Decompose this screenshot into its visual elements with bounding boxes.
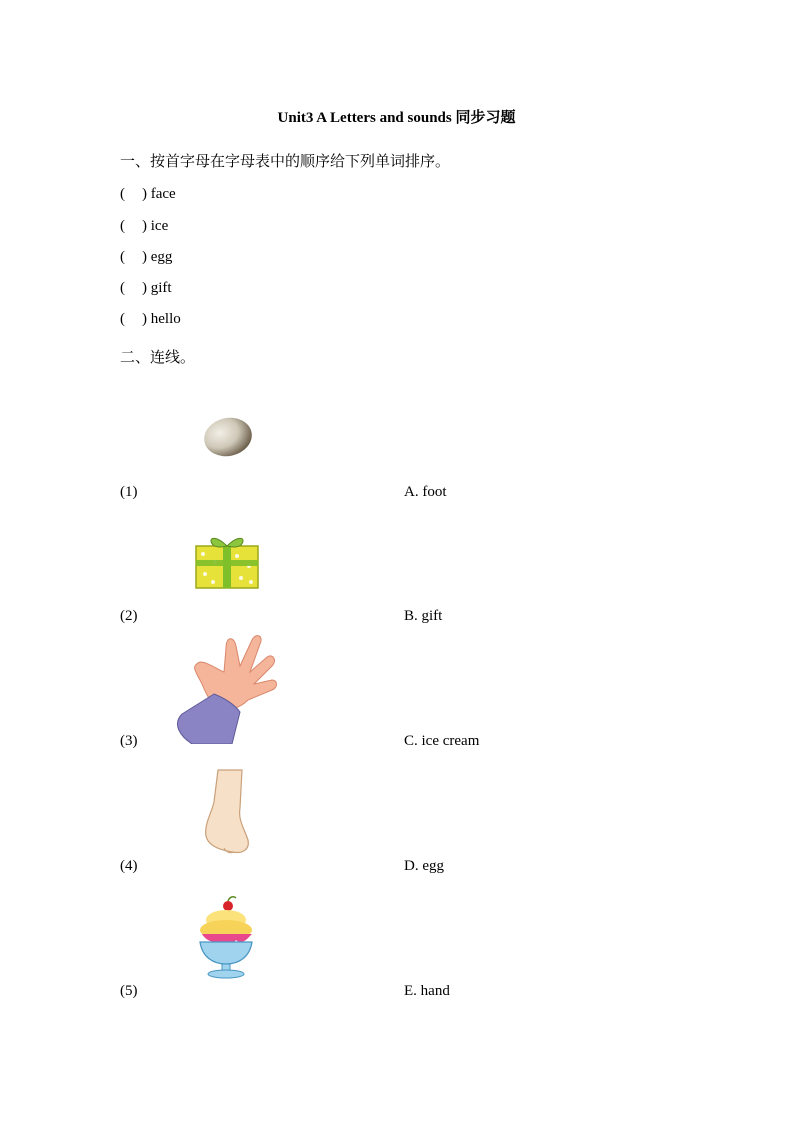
match-number-5: (5) xyxy=(120,983,138,999)
section-2-heading: 二、连线。 xyxy=(120,348,196,366)
match-option-d: D. egg xyxy=(404,858,444,874)
match-number-1: (1) xyxy=(120,484,138,500)
match-option-b: B. gift xyxy=(404,608,443,624)
sort-item-2: ( ) ice xyxy=(120,218,169,234)
foot-image xyxy=(200,768,252,856)
sort-word: gift xyxy=(150,280,172,296)
gift-image xyxy=(193,532,261,590)
section-1-heading: 一、按首字母在字母表中的顺序给下列单词排序。 xyxy=(120,152,451,170)
ice-cream-image xyxy=(194,894,258,980)
match-number-3: (3) xyxy=(120,733,138,749)
sort-item-5: ( ) hello xyxy=(120,311,181,327)
match-number-4: (4) xyxy=(120,858,138,874)
sort-item-3: ( ) egg xyxy=(120,249,173,265)
sort-word: ice xyxy=(150,218,169,234)
match-option-e: E. hand xyxy=(404,983,450,999)
hand-image xyxy=(168,628,280,744)
sort-word: face xyxy=(150,186,176,202)
sort-word: egg xyxy=(150,249,173,265)
page-title: Unit3 A Letters and sounds 同步习题 xyxy=(277,110,516,126)
sort-item-1: ( ) face xyxy=(120,186,176,202)
match-number-2: (2) xyxy=(120,608,138,624)
match-option-c: C. ice cream xyxy=(404,733,480,749)
sort-item-4: ( ) gift xyxy=(120,280,172,296)
egg-image xyxy=(200,414,256,460)
sort-word: hello xyxy=(150,311,181,327)
match-option-a: A. foot xyxy=(404,484,447,500)
